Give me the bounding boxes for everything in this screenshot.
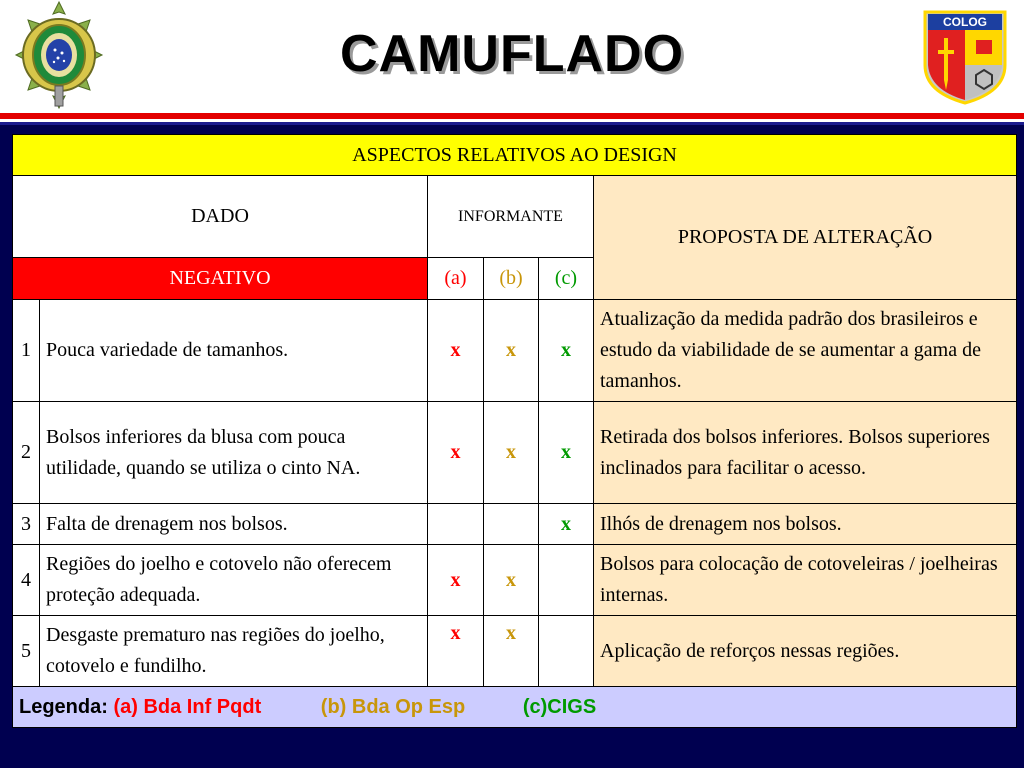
row-mark-c xyxy=(539,545,594,616)
legend-a: (a) Bda Inf Pqdt xyxy=(113,695,262,718)
colog-shield-icon xyxy=(920,10,1010,105)
row-dado: Desgaste prematuro nas regiões do joelho, cotovelo e fundilho. xyxy=(40,616,428,687)
row-number: 2 xyxy=(13,402,40,504)
row-proposta: Bolsos para colocação de cotoveleiras / joelheiras internas. xyxy=(594,545,1017,616)
row-proposta: Retirada dos bolsos inferiores. Bolsos superiores inclinados para facilitar o acesso. xyxy=(594,402,1017,504)
table-row xyxy=(13,300,1017,402)
row-mark-a: x xyxy=(428,402,484,504)
row-mark-b: x xyxy=(484,616,539,687)
section-title: ASPECTOS RELATIVOS AO DESIGN xyxy=(13,135,1017,176)
page-title: CAMUFLADO xyxy=(339,25,685,83)
source-c-header: (c) xyxy=(539,258,594,300)
row-mark-c: x xyxy=(539,402,594,504)
row-mark-a xyxy=(428,504,484,545)
row-mark-b: x xyxy=(484,300,539,402)
colog-text: COLOG xyxy=(943,15,987,29)
legend-b: (b) Bda Op Esp xyxy=(320,695,466,718)
source-b-header: (b) xyxy=(484,258,539,300)
row-number: 4 xyxy=(13,545,40,616)
row-mark-b: x xyxy=(484,402,539,504)
design-aspects-table xyxy=(12,134,1017,728)
row-number: 1 xyxy=(13,300,40,402)
table-row xyxy=(13,402,1017,504)
negativo-header: NEGATIVO xyxy=(13,258,428,300)
row-proposta: Ilhós de drenagem nos bolsos. xyxy=(594,504,1017,545)
row-dado: Falta de drenagem nos bolsos. xyxy=(40,504,428,545)
table-row xyxy=(13,545,1017,616)
row-dado: Bolsos inferiores da blusa com pouca utilidade, quando se utiliza o cinto NA. xyxy=(40,402,428,504)
table-row xyxy=(13,616,1017,687)
row-number: 3 xyxy=(13,504,40,545)
legend-label: Legenda: xyxy=(19,695,108,718)
row-proposta: Atualização da medida padrão dos brasileiros e estudo da viabilidade de se aumentar a gama de tamanhos. xyxy=(594,300,1017,402)
source-a-header: (a) xyxy=(428,258,484,300)
row-mark-b xyxy=(484,504,539,545)
col-header-dado: DADO xyxy=(13,176,428,258)
row-number: 5 xyxy=(13,616,40,687)
col-header-informante: INFORMANTE xyxy=(428,176,594,258)
row-mark-b: x xyxy=(484,545,539,616)
row-dado: Pouca variedade de tamanhos. xyxy=(40,300,428,402)
row-mark-c xyxy=(539,616,594,687)
row-dado: Regiões do joelho e cotovelo não oferecem proteção adequada. xyxy=(40,545,428,616)
col-header-proposta: PROPOSTA DE ALTERAÇÃO xyxy=(594,176,1017,300)
row-mark-a: x xyxy=(428,300,484,402)
row-mark-a: x xyxy=(428,616,484,687)
row-proposta: Aplicação de reforços nessas regiões. xyxy=(594,616,1017,687)
row-mark-a: x xyxy=(428,545,484,616)
row-mark-c: x xyxy=(539,300,594,402)
header xyxy=(0,0,1024,113)
legend-c: (c)CIGS xyxy=(522,695,597,718)
row-mark-c: x xyxy=(539,504,594,545)
legend xyxy=(13,687,1017,728)
table-row xyxy=(13,504,1017,545)
